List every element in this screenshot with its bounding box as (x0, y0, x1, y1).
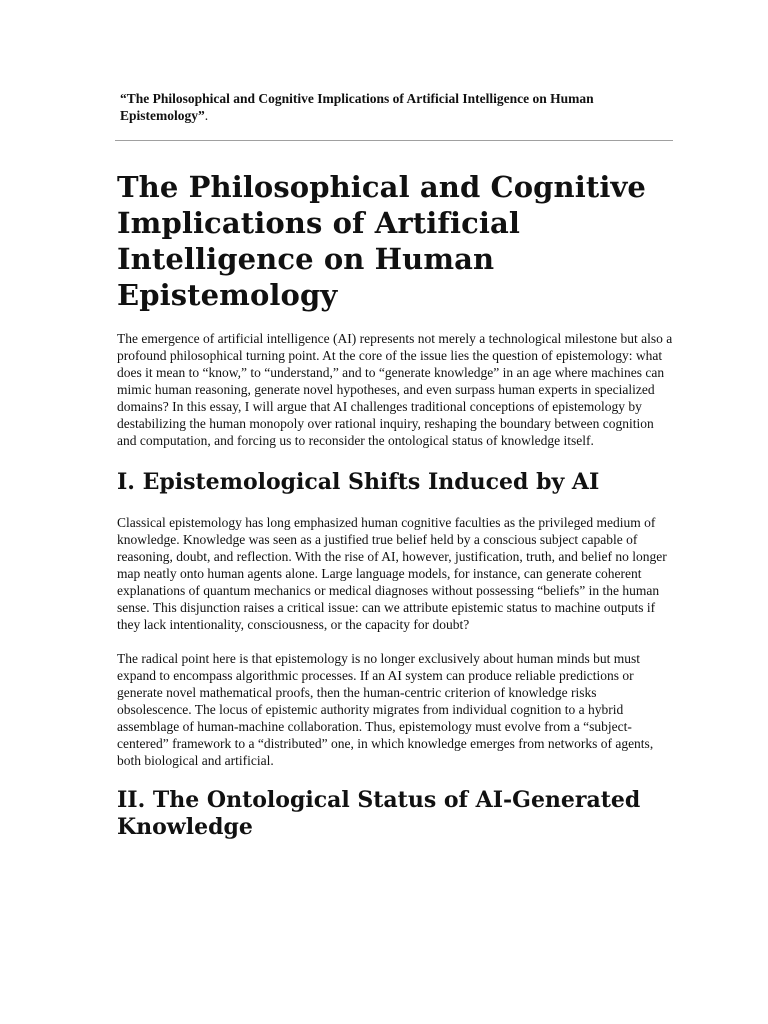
header-note-title: “The Philosophical and Cognitive Implications of Artificial Intelligence on Human Epistemology” (120, 91, 594, 123)
header-note-tail: . (204, 108, 209, 123)
section-1-paragraph-2: The radical point here is that epistemology is no longer exclusively about human minds but must expand to encompass algorithmic processes. If an AI system can produce reliable predictions or generate novel mathematical proofs, then the human-centric criterion of knowledge risks obsolescence. The locus of epistemic authority migrates from individual cognition to a hybrid assemblage of human-machine collaboration. Thus, epistemology must evolve from a “subject-centered” framework to a “distributed” one, in which knowledge emerges from networks of agents, both biological and artificial. (117, 651, 654, 768)
document-page (117, 0, 673, 841)
section-1-heading: I. Epistemological Shifts Induced by AI (117, 469, 600, 495)
horizontal-divider (115, 140, 673, 141)
section-1-paragraph-1: Classical epistemology has long emphasized human cognitive faculties as the privileged medium of knowledge. Knowledge was seen as a justified true belief held by a conscious subject capable of reasoning, doubt, and reflection. With the rise of AI, however, justification, truth, and belief no longer map neatly onto human agents alone. Large language models, for instance, can generate coherent explanations of quantum mechanics or medical diagnoses without possessing “beliefs” in the human sense. This disjunction raises a critical issue: can we attribute epistemic status to machine outputs if they lack intentionality, consciousness, or the capacity for doubt? (117, 515, 667, 632)
intro-paragraph: The emergence of artificial intelligence (AI) represents not merely a technological milestone but also a profound philosophical turning point. At the core of the issue lies the question of epistemology: what does it mean to “know,” to “understand,” and to “generate knowledge” in an age where machines can mimic human reasoning, generate novel hypotheses, and even surpass human experts in specialized domains? In this essay, I will argue that AI challenges traditional conceptions of epistemology by destabilizing the human monopoly over rational inquiry, reshaping the boundary between cognition and computation, and forcing us to reconsider the ontological status of knowledge itself. (117, 331, 673, 448)
section-2-heading: II. The Ontological Status of AI-Generated Knowledge (117, 787, 641, 840)
header-note (117, 90, 673, 124)
document-title: The Philosophical and Cognitive Implications of Artificial Intelligence on Human Epistemology (117, 170, 646, 312)
